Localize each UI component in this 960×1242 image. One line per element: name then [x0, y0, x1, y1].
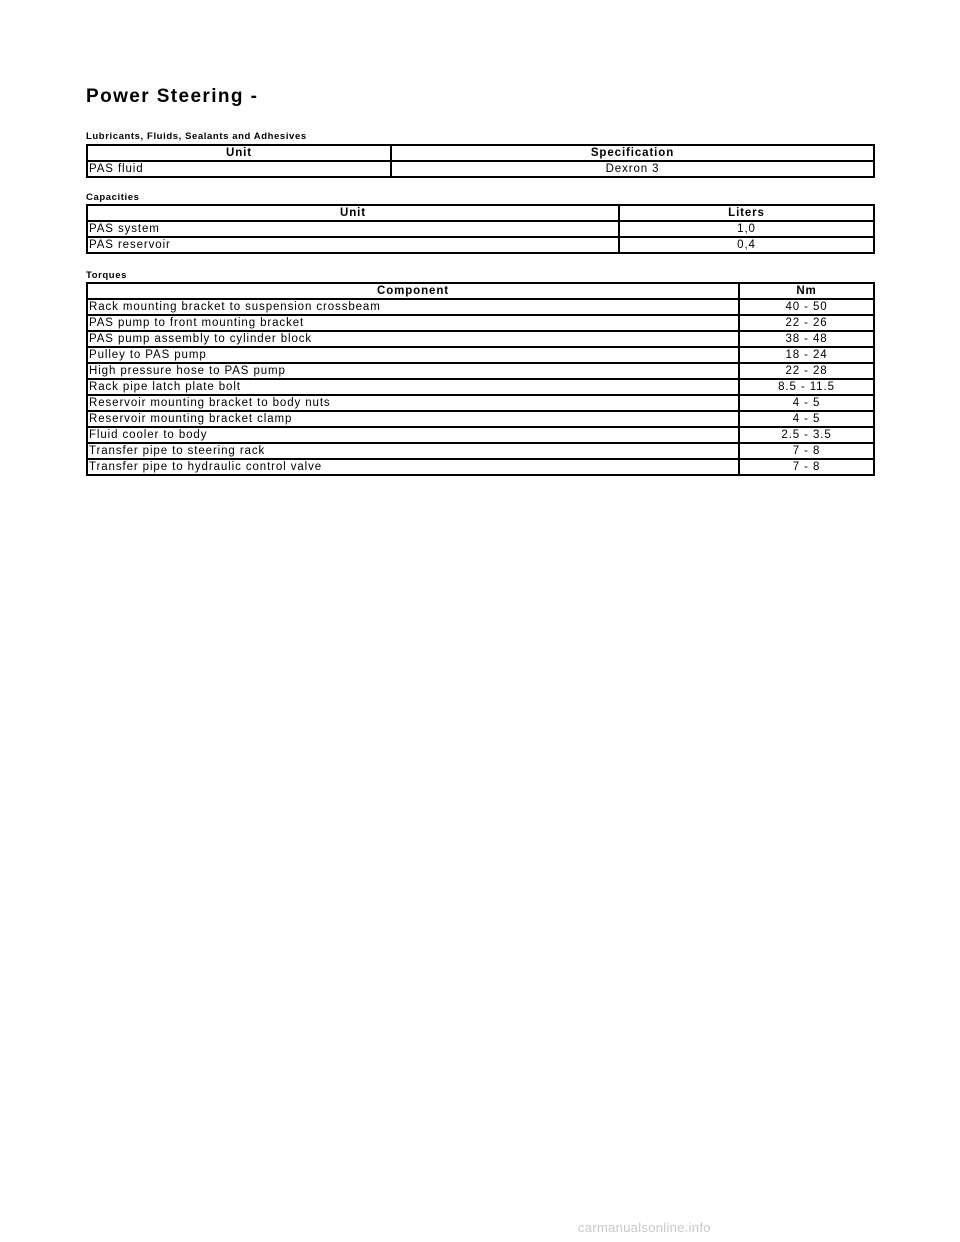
- component-cell: Rack mounting bracket to suspension crossbeam: [87, 299, 739, 315]
- table-row: [87, 411, 874, 427]
- component-cell: PAS pump assembly to cylinder block: [87, 331, 739, 347]
- column-header-nm: Nm: [739, 283, 874, 299]
- torque-value-cell: 4 - 5: [739, 395, 874, 411]
- torque-value-cell: 22 - 26: [739, 315, 874, 331]
- torques-header-row: [87, 283, 874, 299]
- column-header-liters: Liters: [619, 205, 874, 221]
- component-cell: Transfer pipe to steering rack: [87, 443, 739, 459]
- unit-cell: PAS system: [87, 221, 619, 237]
- column-header-component: Component: [87, 283, 739, 299]
- torque-value-cell: 38 - 48: [739, 331, 874, 347]
- column-header-unit: Unit: [87, 145, 391, 161]
- component-cell: Reservoir mounting bracket to body nuts: [87, 395, 739, 411]
- table-row: [87, 379, 874, 395]
- capacities-table: [86, 204, 875, 254]
- torque-value-cell: 4 - 5: [739, 411, 874, 427]
- torque-value-cell: 7 - 8: [739, 459, 874, 475]
- table-row: [87, 237, 874, 253]
- table-row: [87, 331, 874, 347]
- page-title: Power Steering -: [86, 86, 259, 107]
- column-header-specification: Specification: [391, 145, 874, 161]
- capacities-header-row: [87, 205, 874, 221]
- component-cell: Rack pipe latch plate bolt: [87, 379, 739, 395]
- lubricants-heading: Lubricants, Fluids, Sealants and Adhesives: [86, 131, 307, 142]
- table-row: [87, 315, 874, 331]
- lubricants-header-row: [87, 145, 874, 161]
- unit-cell: PAS reservoir: [87, 237, 619, 253]
- table-row: [87, 459, 874, 475]
- table-row: [87, 427, 874, 443]
- lubricants-table: [86, 144, 875, 178]
- column-header-unit: Unit: [87, 205, 619, 221]
- liters-cell: 1,0: [619, 221, 874, 237]
- torque-value-cell: 18 - 24: [739, 347, 874, 363]
- torque-value-cell: 22 - 28: [739, 363, 874, 379]
- footer-watermark[interactable]: carmanualsonline.info: [578, 1220, 711, 1235]
- table-row: [87, 347, 874, 363]
- table-row: [87, 395, 874, 411]
- capacities-heading: Capacities: [86, 192, 140, 203]
- table-row: [87, 363, 874, 379]
- torque-value-cell: 40 - 50: [739, 299, 874, 315]
- torque-value-cell: 8.5 - 11.5: [739, 379, 874, 395]
- component-cell: High pressure hose to PAS pump: [87, 363, 739, 379]
- table-row: [87, 299, 874, 315]
- component-cell: Reservoir mounting bracket clamp: [87, 411, 739, 427]
- table-row: [87, 443, 874, 459]
- torque-value-cell: 7 - 8: [739, 443, 874, 459]
- liters-cell: 0,4: [619, 237, 874, 253]
- torques-table: [86, 282, 875, 476]
- table-row: [87, 161, 874, 177]
- torque-value-cell: 2.5 - 3.5: [739, 427, 874, 443]
- torques-heading: Torques: [86, 270, 127, 281]
- component-cell: PAS pump to front mounting bracket: [87, 315, 739, 331]
- component-cell: Pulley to PAS pump: [87, 347, 739, 363]
- unit-cell: PAS fluid: [87, 161, 391, 177]
- component-cell: Fluid cooler to body: [87, 427, 739, 443]
- specification-cell: Dexron 3: [391, 161, 874, 177]
- component-cell: Transfer pipe to hydraulic control valve: [87, 459, 739, 475]
- table-row: [87, 221, 874, 237]
